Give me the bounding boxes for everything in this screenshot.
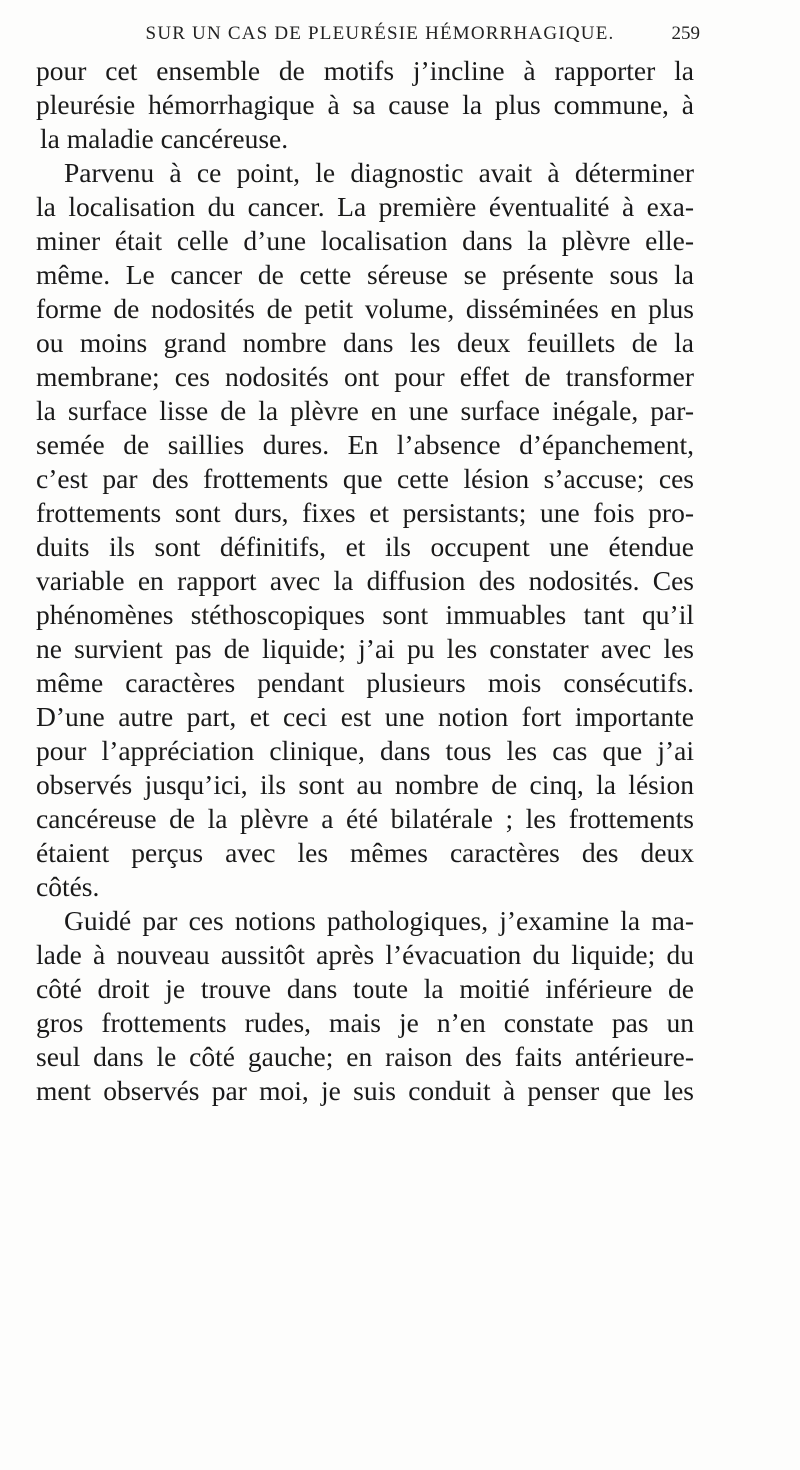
text-line: pour l’appréciation clinique, dans tous les cas que j’ai [36,735,694,766]
text-line: même caractères pendant plusieurs mois consécutifs. [36,667,694,698]
text-line: variable en rapport avec la diffusion des nodosités. Ces [36,565,694,596]
text-line: cancéreuse de la plèvre a été bilatérale ; les frottements [36,803,694,834]
text-line: observés jusqu’ici, ils sont au nombre de cinq, la lésion [36,769,694,800]
text-line: semée de saillies dures. En l’absence d’épanchement, [36,429,694,460]
text-line: côtés. [36,871,100,902]
text-line: phénomènes stéthoscopiques sont immuables tant qu’il [36,599,694,630]
text-line: duits ils sont définitifs, et ils occupent une étendue [36,531,694,562]
text-line: étaient perçus avec les mêmes caractères des deux [36,837,694,868]
text-line: Parvenu à ce point, le diagnostic avait à déterminer [64,157,694,188]
text-line: seul dans le côté gauche; en raison des faits antérieure- [36,1041,694,1072]
text-line: ment observés par moi, je suis conduit à penser que les [36,1075,694,1106]
text-line: la localisation du cancer. La première éventualité à exa- [36,191,694,222]
text-line: gros frottements rudes, mais je n’en constate pas un [36,1007,694,1038]
text-line: Guidé par ces notions pathologiques, j’examine la ma- [64,905,694,936]
text-line: pleurésie hémorrhagique à sa cause la plus commune, à [36,89,694,120]
running-title: SUR UN CAS DE PLEURÉSIE HÉMORRHAGIQUE. [145,23,615,44]
text-line: miner était celle d’une localisation dans la plèvre elle- [36,225,694,256]
text-line: la surface lisse de la plèvre en une surface inégale, par- [36,395,694,426]
text-line: lade à nouveau aussitôt après l’évacuation du liquide; du [36,939,694,970]
text-line: ne survient pas de liquide; j’ai pu les constater avec les [36,633,694,664]
running-head [120,18,700,50]
page-number: 259 [671,23,700,44]
text-line: forme de nodosités de petit volume, disséminées en plus [36,293,694,324]
text-line: même. Le cancer de cette séreuse se présente sous la [36,259,694,290]
text-line: côté droit je trouve dans toute la moitié inférieure de [36,973,694,1004]
text-line: membrane; ces nodosités ont pour effet de transformer [36,361,694,392]
text-line: D’une autre part, et ceci est une notion fort importante [36,701,694,732]
text-line: c’est par des frottements que cette lésion s’accuse; ces [36,463,694,494]
text-line: pour cet ensemble de motifs j’incline à rapporter la [36,55,694,86]
text-line: la maladie cancéreuse. [40,123,289,154]
text-line: frottements sont durs, fixes et persistants; une fois pro- [36,497,694,528]
text-line: ou moins grand nombre dans les deux feuillets de la [36,327,694,358]
